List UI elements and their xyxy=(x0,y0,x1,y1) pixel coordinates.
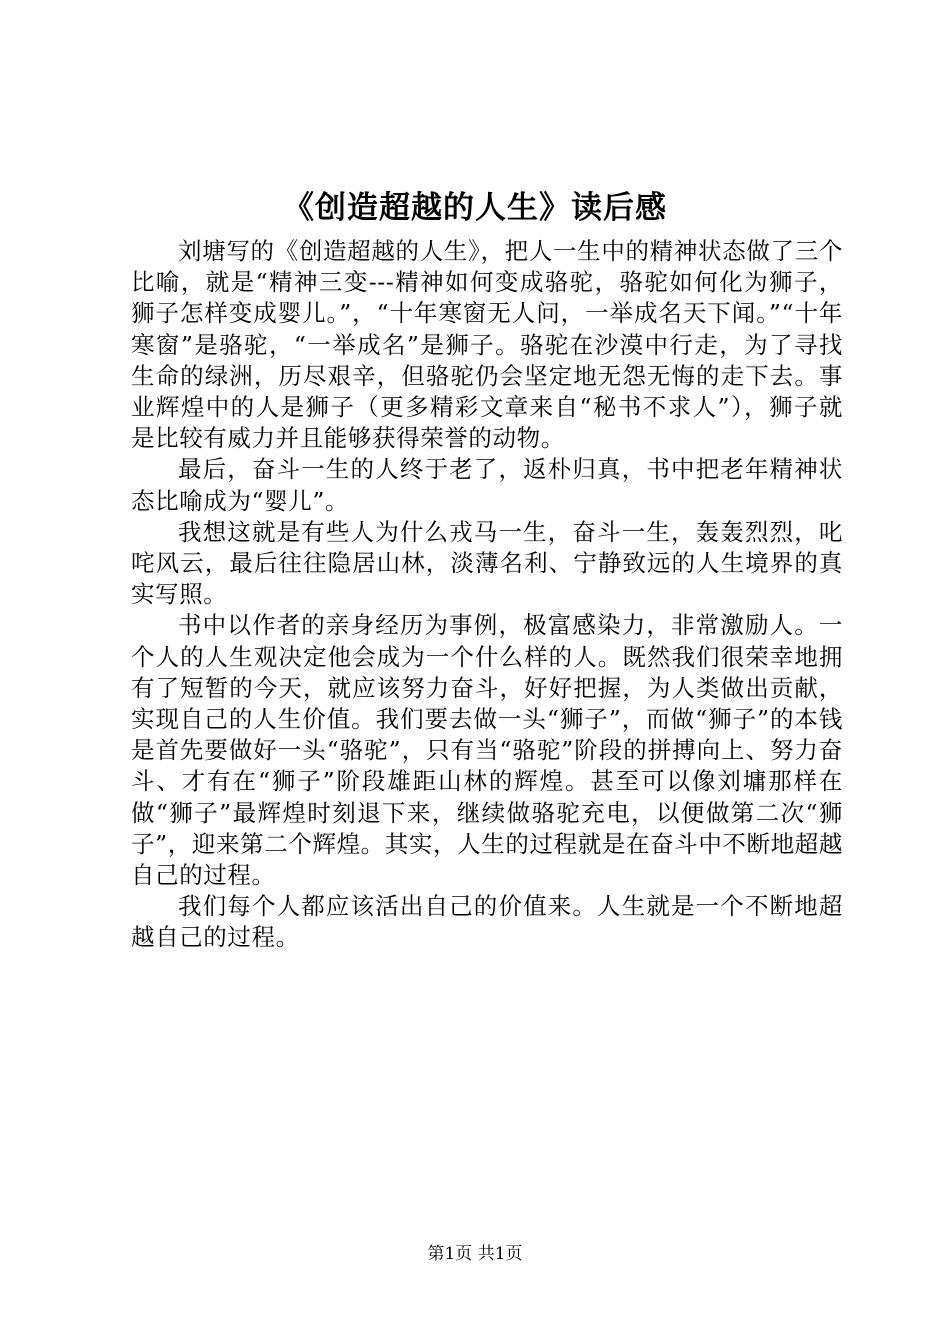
document-title: 《创造超越的人生》读后感 xyxy=(283,190,667,226)
paragraph-5: 我们每个人都应该活出自己的价值来。人生就是一个不断地超越自己的过程。 xyxy=(131,892,843,952)
document-body xyxy=(131,236,843,954)
paragraph-2: 最后，奋斗一生的人终于老了，返朴归真，书中把老年精神状态比喻成为“婴儿”。 xyxy=(131,455,843,515)
paragraph-3: 我想这就是有些人为什么戎马一生，奋斗一生，轰轰烈烈，叱咤风云，最后往往隐居山林，淡薄名利、宁静致远的人生境界的真实写照。 xyxy=(131,517,843,609)
page-number-footer: 第1页 共1页 xyxy=(427,1244,523,1264)
paragraph-4: 书中以作者的亲身经历为事例，极富感染力，非常激励人。一个人的人生观决定他会成为一个什么样的人。既然我们很荣幸地拥有了短暂的今天，就应该努力奋斗，好好把握，为人类做出贡献，实现自己的人生价值。我们要去做一头“狮子”，而做“狮子”的本钱是首先要做好一头“骆驼”，只有当“骆驼”阶段的拼搏向上、努力奋斗、才有在“狮子”阶段雄距山林的辉煌。甚至可以像刘墉那样在做“狮子”最辉煌时刻退下来，继续做骆驼充电，以便做第二次“狮子”，迎来第二个辉煌。其实，人生的过程就是在奋斗中不断地超越自己的过程。 xyxy=(131,611,843,890)
paragraph-1: 刘塘写的《创造超越的人生》，把人一生中的精神状态做了三个比喻，就是“精神三变---精神如何变成骆驼，骆驼如何化为狮子，狮子怎样变成婴儿。”，“十年寒窗无人问，一举成名天下闻。”“十年寒窗”是骆驼，“一举成名”是狮子。骆驼在沙漠中行走，为了寻找生命的绿洲，历尽艰辛，但骆驼仍会坚定地无怨无悔的走下去。事业辉煌中的人是狮子（更多精彩文章来自“秘书不求人”），狮子就是比较有威力并且能够获得荣誉的动物。 xyxy=(131,237,843,453)
